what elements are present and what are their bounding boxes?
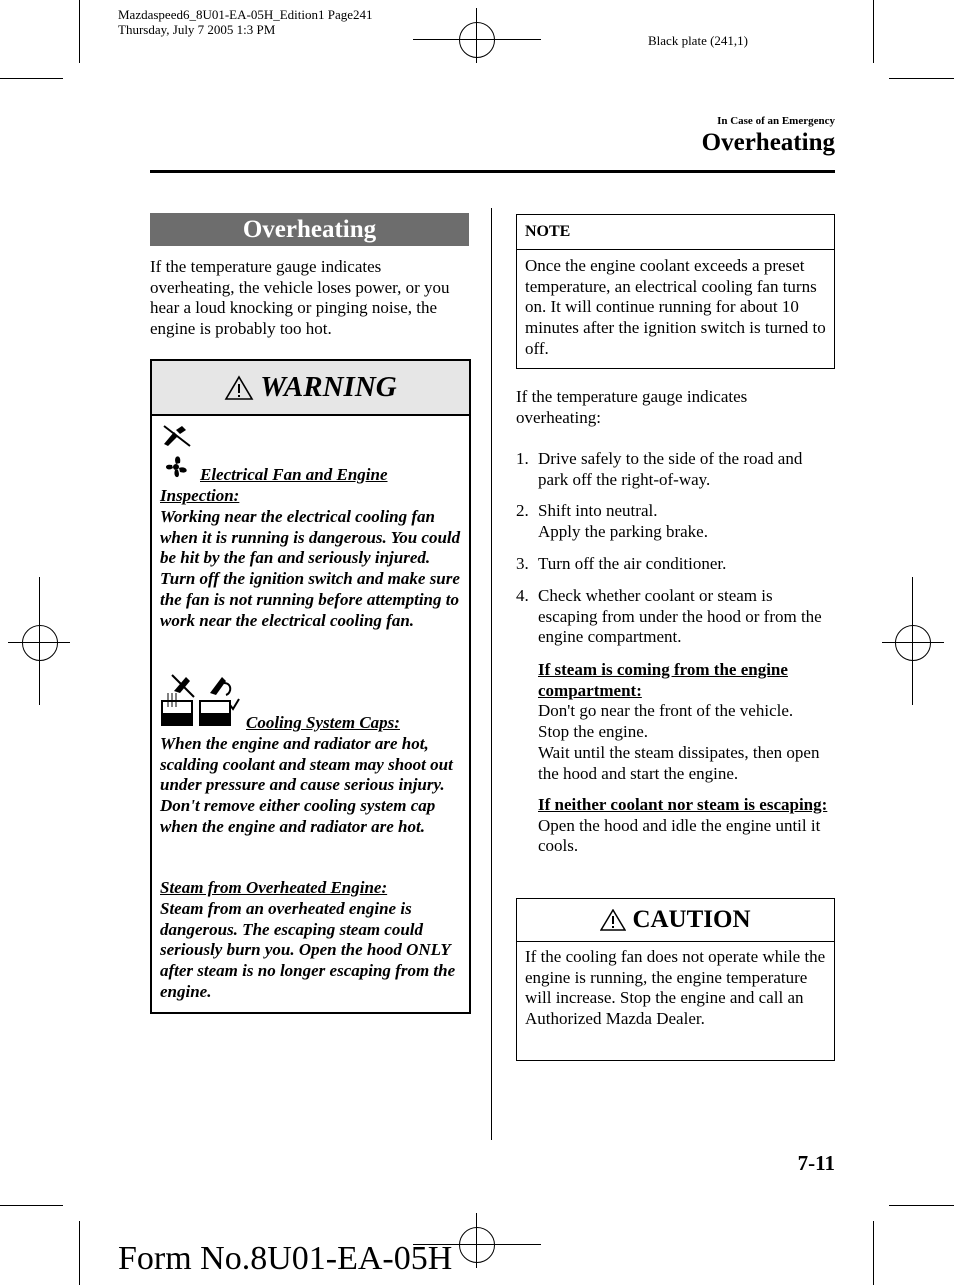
crop-mark [0,78,63,79]
step-number: 2. [516,501,529,520]
no-steam-case-heading: If neither coolant nor steam is escaping: [538,795,828,814]
caution-box [516,898,835,1061]
step-number: 3. [516,554,529,573]
crop-mark [0,1205,63,1206]
caution-body: If the cooling fan does not operate while the engine is running, the engine temperature will increase. Stop the engine and call an Authorized Mazda Dealer. [525,947,826,1029]
caution-header [517,899,834,942]
print-file-info [118,7,373,37]
crop-mark [79,0,80,63]
no-hand-near-fan-icon [160,424,194,448]
intro-paragraph: If the temperature gauge indicates overheating, the vehicle loses power, or you hear a loud knocking or pinging noise, the engine is probably too hot. [150,257,450,339]
steps-lead-text: If the temperature gauge indicates overheating: [516,387,748,427]
chapter-label: In Case of an Emergency [717,115,835,127]
steam-case-line: Don't go near the front of the vehicle. [538,701,794,721]
page-number: 7-11 [797,1151,835,1175]
print-file-name: Mazdaspeed6_8U01-EA-05H_Edition1 Page241 [118,7,373,22]
note-title: NOTE [525,223,571,240]
no-steam-case [538,795,836,857]
column-divider [491,208,492,1140]
section-title: Overheating [701,129,835,156]
step-number: 1. [516,449,529,468]
crop-mark [873,1221,874,1285]
crop-mark [889,1205,954,1206]
warning-body-steam: Steam from an overheated engine is dangerous. The escaping steam could seriously burn you. Open the hood ONLY after steam is no longer escaping from the engine. [160,899,456,1001]
print-timestamp: Thursday, July 7 2005 1:3 PM [118,22,276,37]
caution-title: CAUTION [632,906,751,933]
note-box [516,214,835,369]
note-body: Once the engine coolant exceeds a preset temperature, an electrical cooling fan turns on. It will continue running for about 10 minutes after the ignition switch is turned to off. [525,256,826,358]
step-text: Drive safely to the side of the road and park off the right-of-way. [538,449,803,489]
no-steam-case-line: Open the hood and idle the engine until it cools. [538,815,821,856]
warning-triangle-icon [224,375,254,401]
step-number: 4. [516,586,529,605]
warning-title: WARNING [260,371,397,403]
step-text: Check whether coolant or steam is escaping from under the hood or from the engine compartment. [538,586,822,647]
warning-body-fan: Working near the electrical cooling fan when it is running is dangerous. You could be hit by the fan and seriously injured. Turn off the ignition switch and make sure the fan is not running before attempting to work near the electrical cooling fan. [160,507,461,630]
crop-mark [79,1221,80,1285]
plate-label: Black plate (241,1) [648,33,748,48]
topic-banner: Overheating [150,213,469,246]
steam-case-heading: If steam is coming from the engine compartment: [538,660,788,700]
form-number: Form No.8U01-EA-05H [118,1240,453,1277]
warning-heading-caps: Cooling System Caps: [246,713,400,732]
step-text: Shift into neutral. [538,501,658,520]
warning-heading-fan: Electrical Fan and Engine Inspection: [160,465,388,505]
step-text: Turn off the air conditioner. [538,554,727,573]
step-text-continued: Apply the parking brake. [538,521,708,541]
caution-triangle-icon [600,909,626,931]
header-rule [150,170,835,173]
note-header [517,215,834,250]
warning-box [150,359,471,1014]
steam-case [538,660,836,784]
warning-body-caps: When the engine and radiator are hot, scalding coolant and steam may shoot out under pressure and cause serious injury. Don't remove either cooling system cap when the engine and radiator are hot. [160,734,453,836]
warning-header [152,361,469,416]
crop-mark [889,78,954,79]
warning-heading-steam: Steam from Overheated Engine: [160,878,388,897]
crop-mark [873,0,874,63]
steam-case-line: Stop the engine. [538,722,649,742]
steam-case-line: Wait until the steam dissipates, then open the hood and start the engine. [538,742,820,783]
